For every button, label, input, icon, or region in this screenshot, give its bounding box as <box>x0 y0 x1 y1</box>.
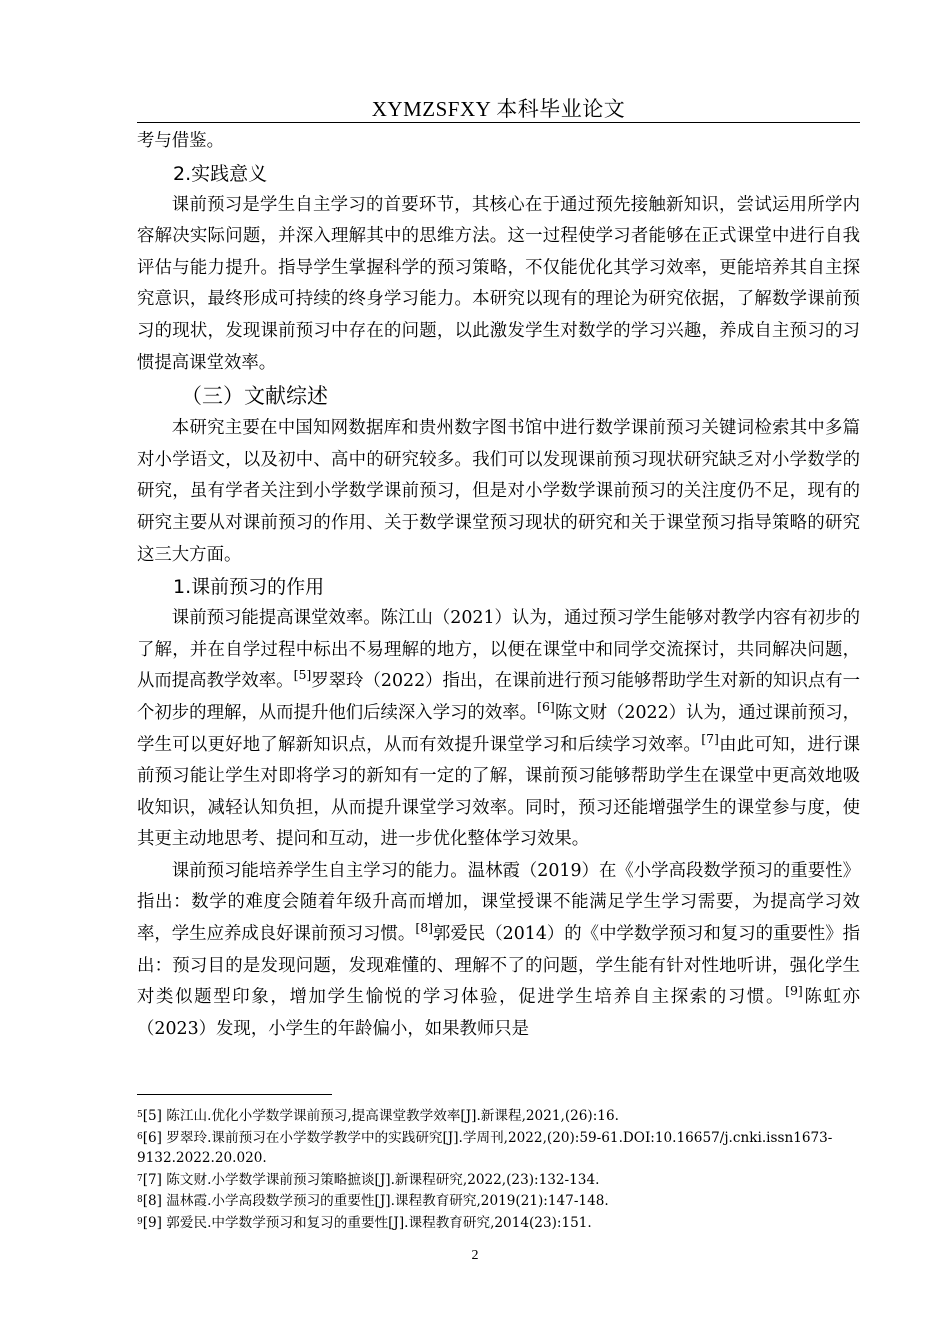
footnote-mark: 7 <box>137 1173 143 1184</box>
citation-ref-8[interactable]: [8] <box>415 920 434 936</box>
subsection-heading-role: 1.课前预习的作用 <box>173 576 325 599</box>
text-run: 课前预习能提高课堂效率。陈江山（2021）认为，通过预习学生能够对教学内容有初步的了解，并在自学过程中标出不易理解的地方，以便在课堂中和同学交流探讨，共同解决问题，从而提高教学效率。 <box>137 608 860 692</box>
paragraph-continuation: 考与借鉴。 <box>137 131 224 151</box>
subsection-heading-practice: 2.实践意义 <box>173 162 268 185</box>
footnote-text: [9] 郭爱民.中学数学预习和复习的重要性[J].课程教育研究,2014(23):151. <box>142 1214 592 1231</box>
citation-ref-9[interactable]: [9] <box>785 983 803 999</box>
footnote-mark: 8 <box>137 1195 143 1206</box>
citation-ref-7[interactable]: [7] <box>701 730 719 746</box>
footnote-separator <box>137 1094 332 1095</box>
paragraph-role-1 <box>137 603 860 856</box>
footnote-6 <box>137 1127 860 1169</box>
running-header: XYMZSFXY 本科毕业论文 <box>371 97 626 121</box>
footnote-9 <box>137 1212 860 1234</box>
footnote-text: [6] 罗翠玲.课前预习在小学数学教学中的实践研究[J].学周刊,2022,(20):59-61.DOI:10.16657/j.cnki.issn1673-9132.2022.20.020. <box>137 1129 833 1167</box>
body-text <box>137 126 860 1045</box>
footnote-text: [8] 温林霞.小学高段数学预习的重要性[J].课程教育研究,2019(21):147-148. <box>142 1193 609 1210</box>
footnote-text: [5] 陈江山.优化小学数学课前预习,提高课堂教学效率[J].新课程,2021,(26):16. <box>142 1108 619 1124</box>
footnotes <box>137 1105 860 1234</box>
page-number: 2 <box>471 1248 479 1263</box>
paragraph-role-2 <box>137 856 860 1046</box>
text-run: 郭爱民（2014）的《中学数学预习和复习的重要性》指出：预习目的是发现问题，发现难懂的、理解不了的问题，学生能有针对性地听讲，强化学生对类似题型印象，增加学生愉悦的学习体验，促进学生培养自主探索的习惯。 <box>137 924 860 1008</box>
text-run: 课前预习能培养学生自主学习的能力。温林霞（2019）在《小学高段数学预习的重要性》指出：数学的难度会随着年级升高而增加，课堂授课不能满足学生学习需要，为提高学习效率，学生应养成良好课前预习习惯。 <box>137 860 860 945</box>
header-rule <box>137 122 860 123</box>
footnote-5 <box>137 1105 860 1127</box>
footnote-8 <box>137 1190 860 1212</box>
footnote-text: [7] 陈文财.小学数学课前预习策略摭谈[J].新课程研究,2022,(23):132-134. <box>142 1171 600 1188</box>
paragraph-practice: 课前预习是学生自主学习的首要环节，其核心在于通过预先接触新知识，尝试运用所学内容解决实际问题，并深入理解其中的思维方法。这一过程使学习者能够在正式课堂中进行自我评估与能力提升。指导学生掌握科学的预习策略，不仅能优化其学习效率，更能培养其自主探究意识，最终形成可持续的终身学习能力。本研究以现有的理论为研究依据，了解数学课前预习的现状，发现课前预习中存在的问题，以此激发学生对数学的学习兴趣，养成自主预习的习惯提高课堂效率。 <box>137 194 860 373</box>
citation-ref-5[interactable]: [5] <box>293 667 312 683</box>
citation-ref-6[interactable]: [6] <box>537 699 555 715</box>
text-run: 罗翠玲（2022）指出，在课前进行预习能够帮助学生对新的知识点有一个初步的理解，从而提升他们后续深入学习的效率。 <box>137 671 860 723</box>
section-heading-literature-review: （三）文献综述 <box>181 384 328 409</box>
footnote-mark: 5 <box>137 1110 143 1120</box>
paragraph-review: 本研究主要在中国知网数据库和贵州数字图书馆中进行数学课前预习关键词检索其中多篇对小学语文，以及初中、高中的研究较多。我们可以发现课前预习现状研究缺乏对小学数学的研究，虽有学者关注到小学数学课前预习，但是对小学数学课前预习的关注度仍不足，现有的研究主要从对课前预习的作用、关于数学课堂预习现状的研究和关于课堂预习指导策略的研究这三大方面。 <box>137 418 860 565</box>
text-run: 陈虹亦（2023）发现，小学生的年龄偏小，如果教师只是 <box>137 987 860 1039</box>
footnote-mark: 6 <box>137 1131 143 1142</box>
footnote-mark: 9 <box>137 1216 143 1227</box>
footnote-7 <box>137 1169 860 1191</box>
text-run: 由此可知，进行课前预习能让学生对即将学习的新知有一定的了解，课前预习能够帮助学生在课堂中更高效地吸收知识，减轻认知负担，从而提升课堂学习效率。同时，预习还能增强学生的课堂参与度，使其更主动地思考、提问和互动，进一步优化整体学习效果。 <box>137 734 860 850</box>
text-run: 陈文财（2022）认为，通过课前预习，学生可以更好地了解新知识点，从而有效提升课堂学习和后续学习效率。 <box>137 702 860 755</box>
